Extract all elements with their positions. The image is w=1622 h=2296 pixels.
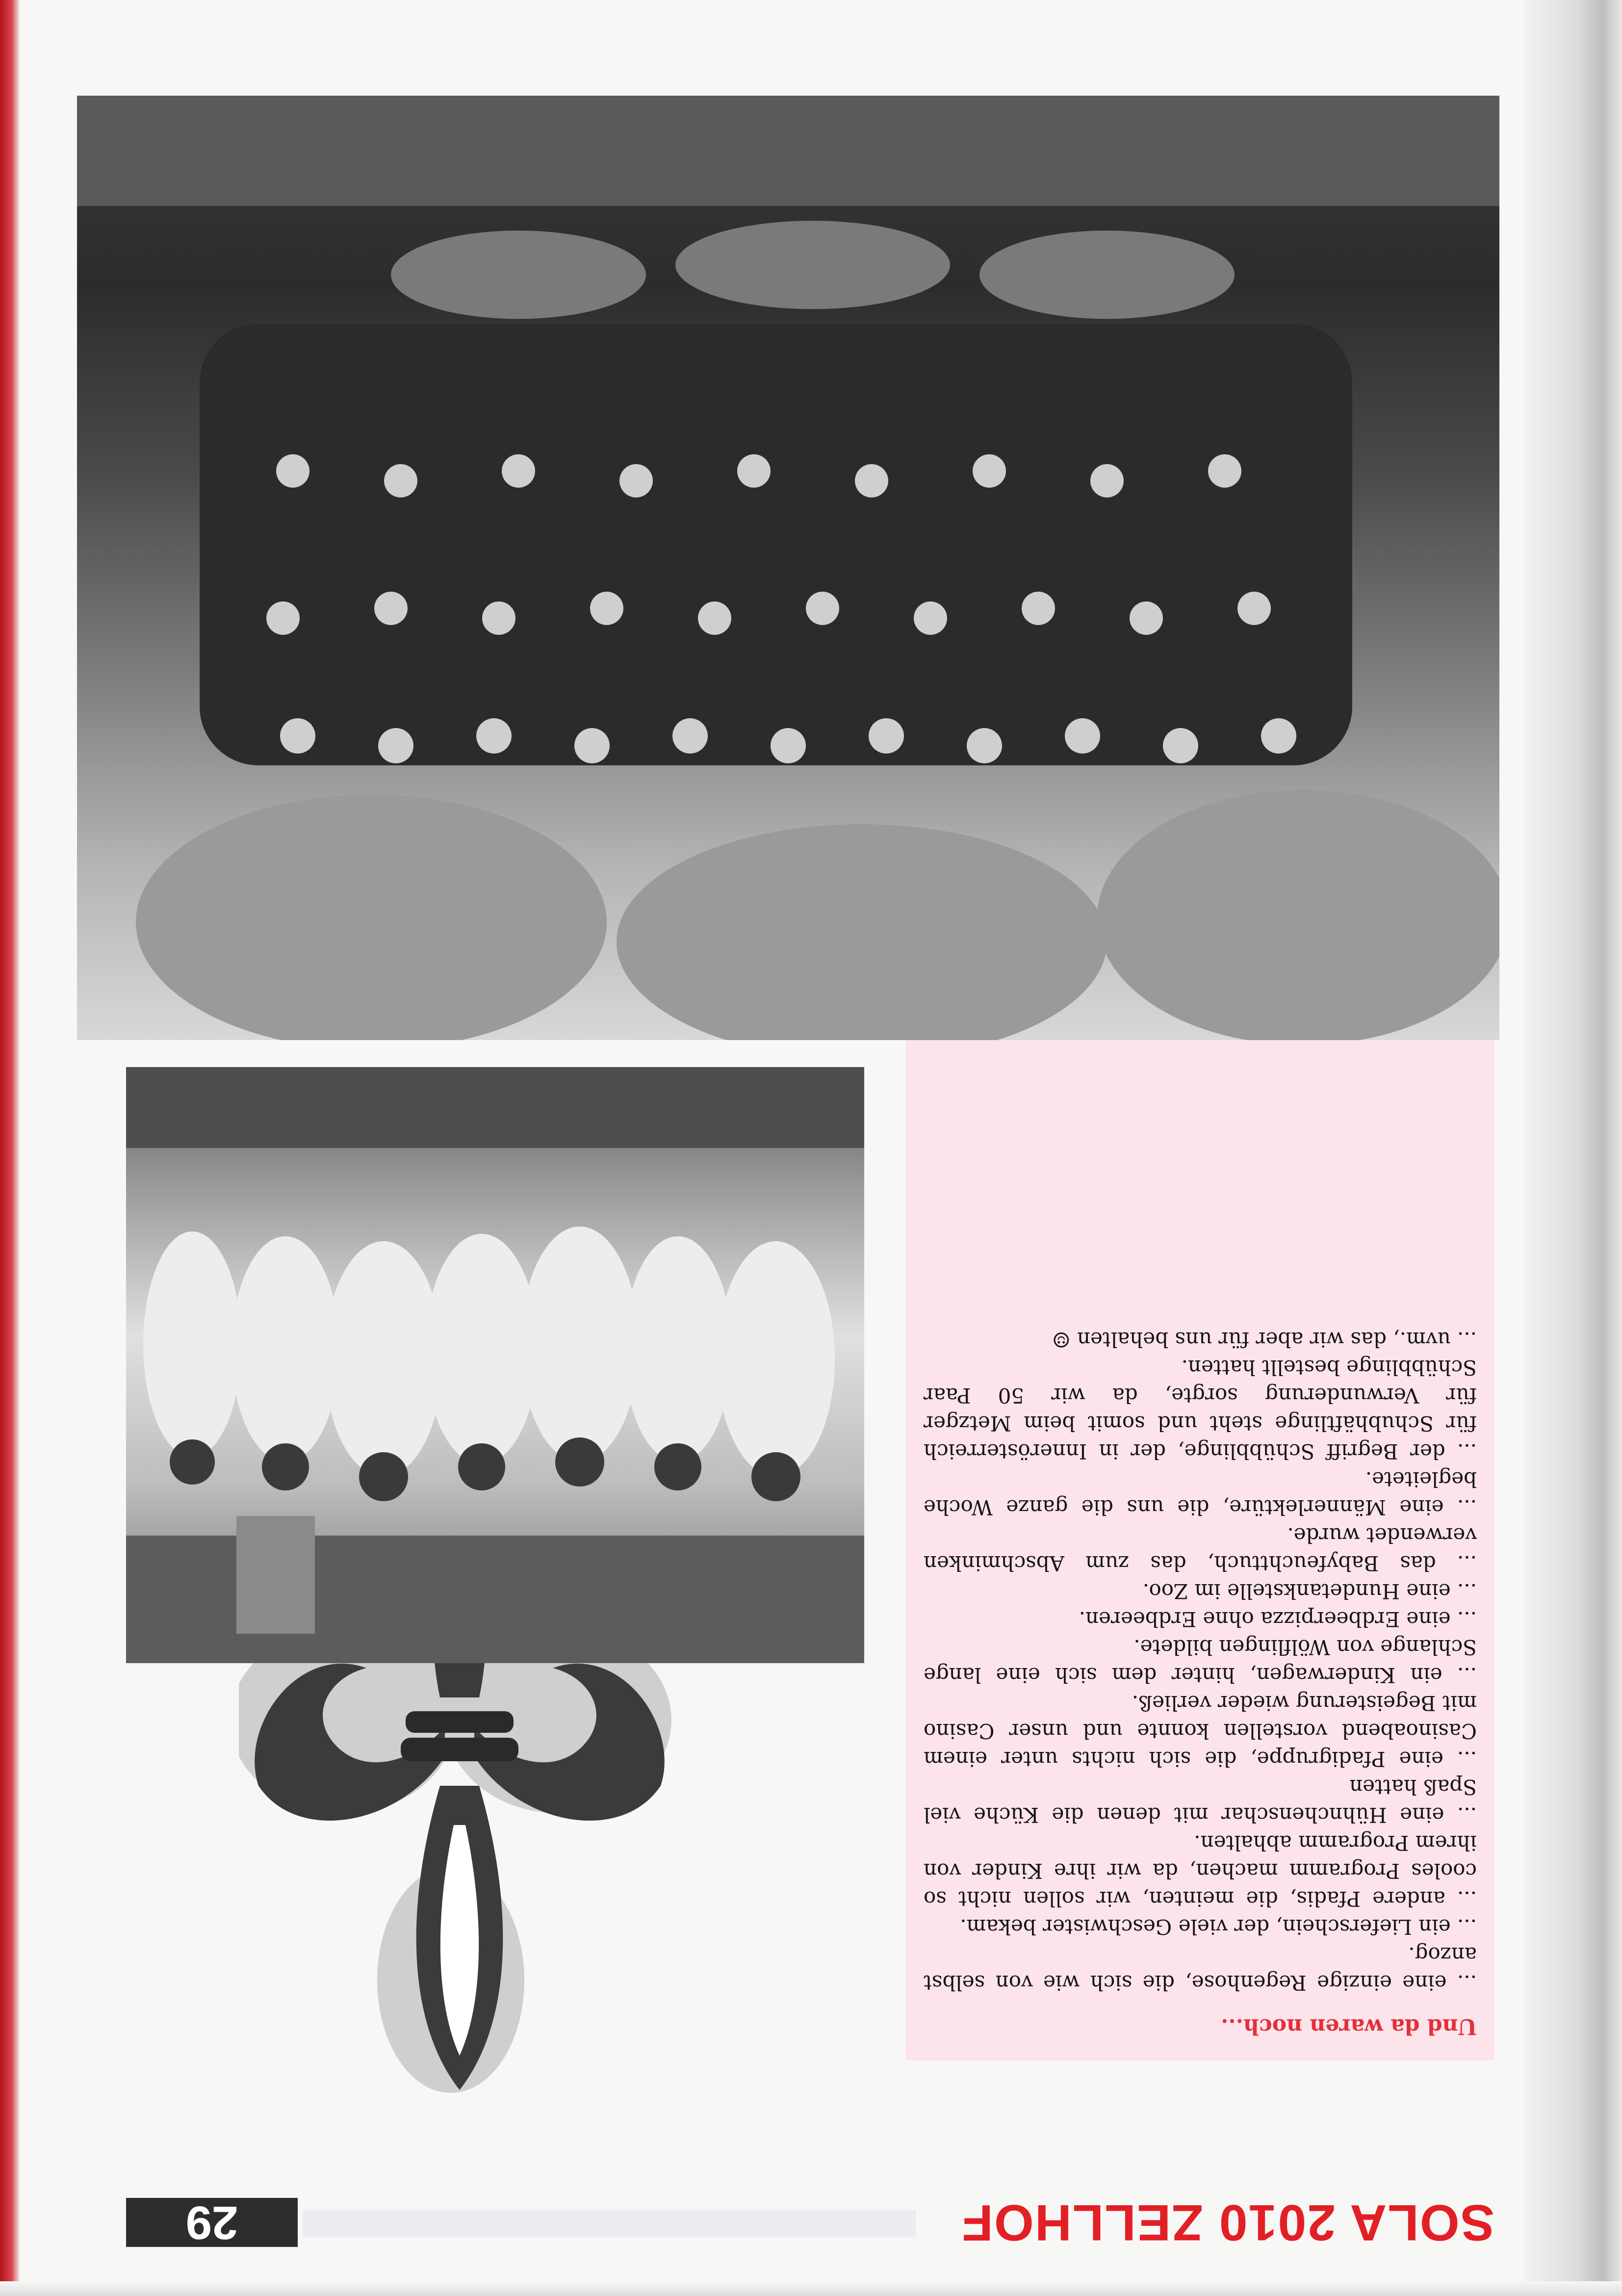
list-item: ... ein Kinderwagen, hinter dem sich eine lange Schlange von Wölflingen bildete. (924, 1635, 1477, 1687)
list-item: ... der Begriff Schübblinge, der in Innerösterreich für Schubhäftlinge steht und somit beim Metzger für Verwunderung sorgte, da wir 50 Paar Schübblinge bestellt hatten. (924, 1356, 1477, 1463)
anecdote-list (924, 1326, 1477, 1997)
list-item: ... uvm., das wir aber für uns behalten ☺ (1052, 1328, 1477, 1352)
header-rule (303, 2210, 916, 2237)
list-item: ... eine Männerlektüre, die uns die ganze Woche begleitete. (924, 1467, 1477, 1519)
list-item: ... andere Pfadis, die meinten, wir sollen nicht so cooles Programm machen, da wir ihre Kinder von ihrem Programm abhalten. (924, 1831, 1477, 1911)
page-number: 29 (126, 2198, 298, 2247)
indoor-group-photo (126, 1067, 864, 1663)
box-heading: Und da waren noch... (1221, 2014, 1477, 2039)
list-item: ... eine Erdbeerpizza ohne Erdbeeren. (1079, 1607, 1477, 1631)
photo-figures (126, 1067, 864, 1663)
list-item: ... eine Hühnchenschar mit denen die Küche viel Spaß hatten (924, 1775, 1477, 1827)
outdoor-group-photo (77, 96, 1499, 1040)
list-item: ... eine Pfadigruppe, die sich nichts unter einem Casinoabend vorstellen konnte und unser Casino mit Begeisterung wieder verließ. (924, 1691, 1477, 1771)
anecdote-box (906, 1030, 1494, 2061)
list-item: ... das Babyfeuchttuch, das zum Abschminken verwendet wurde. (924, 1523, 1477, 1575)
list-item: ... eine einzige Regenhose, die sich wie von selbst anzog. (924, 1943, 1477, 1995)
page-header (126, 2194, 1494, 2251)
list-item: ... eine Hundetankstelle im Zoo. (1142, 1579, 1477, 1603)
photo-figures (77, 96, 1499, 1040)
header-title: SOLA 2010 ZELLHOF (961, 2194, 1494, 2251)
list-item: ... ein Lieferschein, der viele Geschwister bekam. (960, 1915, 1477, 1939)
